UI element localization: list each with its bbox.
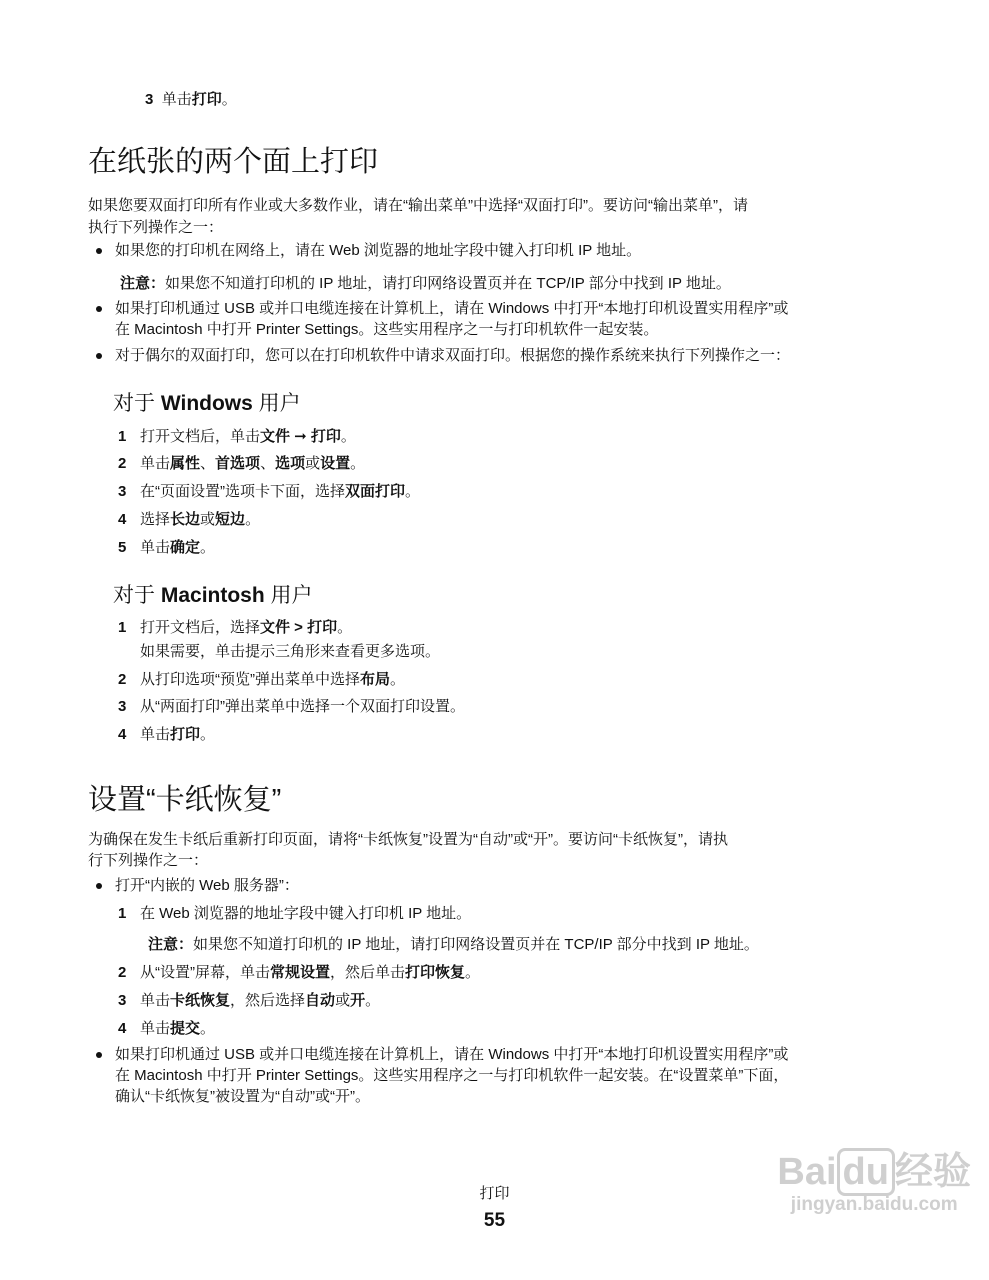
step-bold-term: 开 xyxy=(350,992,366,1009)
step-text: 。 xyxy=(245,511,261,528)
step-bold-term: 选项 xyxy=(275,455,306,472)
step-bold: 打印 xyxy=(191,91,222,108)
step-bold-term: 卡纸恢复 xyxy=(170,992,231,1009)
step-text: 选择 xyxy=(140,511,171,528)
note xyxy=(120,273,731,294)
step-text: 。 xyxy=(337,619,353,636)
numbered-step xyxy=(118,990,380,1011)
step-bold-term: 属性 xyxy=(170,455,201,472)
subheading-windows xyxy=(113,391,301,417)
step-text: 单击 xyxy=(161,91,192,108)
numbered-step xyxy=(118,724,215,745)
step-number: 1 xyxy=(118,905,127,922)
step-text: 。 xyxy=(390,671,406,688)
step-number: 1 xyxy=(118,619,127,636)
subheading-macintosh xyxy=(113,583,313,609)
step-text: 、 xyxy=(200,455,216,472)
bullet-icon xyxy=(96,1052,102,1058)
bullet-icon xyxy=(96,248,102,254)
numbered-step xyxy=(118,696,465,717)
step-number: 2 xyxy=(118,964,127,981)
subheading-text: 对于 xyxy=(113,584,161,607)
step-text: 从打印选项“预览”弹出菜单中选择 xyxy=(140,671,360,688)
page-number: 55 xyxy=(483,1210,506,1231)
step-print xyxy=(145,89,237,110)
intro-line: 如果您要双面打印所有作业或大多数作业，请在“输出菜单”中选择“双面打印”。要访问“输出菜单”，请 xyxy=(88,197,748,214)
step-text: 单击 xyxy=(140,455,171,472)
step-text: 。 xyxy=(365,992,381,1009)
step-text: 从“两面打印”弹出菜单中选择一个双面打印设置。 xyxy=(140,698,465,715)
watermark-url: jingyan.baidu.com xyxy=(790,1194,958,1215)
note-text: 如果您不知道打印机的 IP 地址，请打印网络设置页并在 TCP/IP 部分中找到 IP 地址。 xyxy=(165,275,731,292)
note-text: 如果您不知道打印机的 IP 地址，请打印网络设置页并在 TCP/IP 部分中找到 IP 地址。 xyxy=(193,936,759,953)
numbered-step xyxy=(118,1018,215,1039)
step-text: 。 xyxy=(340,428,356,445)
step-bold-term: 自动 xyxy=(305,992,336,1009)
step-bold-term: 打印 xyxy=(170,726,201,743)
bullet-icon xyxy=(96,353,102,359)
subheading-text: 用户 xyxy=(252,392,301,415)
step-text: 从“设置”屏幕，单击 xyxy=(140,964,270,981)
numbered-step xyxy=(118,481,420,502)
numbered-step xyxy=(118,453,365,474)
step-bold-term: 确定 xyxy=(170,539,201,556)
numbered-step xyxy=(118,426,356,447)
note-label: 注意： xyxy=(148,936,194,953)
footer-section: 打印 xyxy=(479,1185,510,1202)
step-text: 或 xyxy=(335,992,351,1009)
numbered-step xyxy=(118,537,215,558)
step-bold-term: 设置 xyxy=(320,455,351,472)
subheading-text: 用户 xyxy=(264,584,313,607)
step-number: 2 xyxy=(118,455,127,472)
bullet-text: 对于偶尔的双面打印，您可以在打印机软件中请求双面打印。根据您的操作系统来执行下列操作之一： xyxy=(115,347,791,364)
step-text: 。 xyxy=(200,1020,216,1037)
section-title-jam-recovery: 设置“卡纸恢复” xyxy=(88,784,282,816)
step-number: 3 xyxy=(118,483,127,500)
numbered-step xyxy=(118,617,352,638)
step-number: 4 xyxy=(118,511,127,528)
intro-line: 行下列操作之一： xyxy=(88,852,209,869)
step-bold-term: 短边 xyxy=(215,511,246,528)
intro-line: 执行下列操作之一： xyxy=(88,219,224,236)
baidu-watermark-logo: Bai du 经验 jingyan.baidu.com xyxy=(777,1150,971,1216)
bullet-icon xyxy=(96,883,102,889)
step-number: 4 xyxy=(118,726,127,743)
step-bold-term: 常规设置 xyxy=(270,964,331,981)
bullet-text: 如果打印机通过 USB 或并口电缆连接在计算机上，请在 Windows 中打开“本地打印机设置实用程序”或 xyxy=(115,1046,789,1063)
step-text: 。 xyxy=(200,539,216,556)
step-text: 。 xyxy=(405,483,421,500)
numbered-step xyxy=(118,669,405,690)
step-text: 。 xyxy=(200,726,216,743)
step-text: 。 xyxy=(350,455,366,472)
section-title-duplex: 在纸张的两个面上打印 xyxy=(88,146,379,178)
step-number: 3 xyxy=(118,992,127,1009)
step-bold-term: 打印恢复 xyxy=(405,964,466,981)
bullet-text: 如果您的打印机在网络上，请在 Web 浏览器的地址字段中键入打印机 IP 地址。 xyxy=(115,242,642,259)
numbered-step xyxy=(118,509,260,530)
step-text: ，然后选择 xyxy=(230,992,306,1009)
step-number: 5 xyxy=(118,539,127,556)
step-number: 2 xyxy=(118,671,127,688)
step-text: 打开文档后，单击 xyxy=(140,428,261,445)
numbered-step xyxy=(118,903,471,924)
step-text: ，然后单击 xyxy=(330,964,406,981)
note-label: 注意： xyxy=(120,275,166,292)
step-text: 在“页面设置”选项卡下面，选择 xyxy=(140,483,345,500)
bullet-text: 在 Macintosh 中打开 Printer Settings。这些实用程序之一与打印机软件一起安装。 xyxy=(115,321,659,338)
step-text: 单击 xyxy=(140,726,171,743)
step-text: 单击 xyxy=(140,992,171,1009)
step-number: 3 xyxy=(118,698,127,715)
subheading-bold: Macintosh xyxy=(160,584,265,607)
bullet-text: 确认“卡纸恢复”被设置为“自动”或“开”。 xyxy=(115,1088,370,1105)
step-text: 单击 xyxy=(140,1020,171,1037)
step-bold-term: 文件 ➞ 打印 xyxy=(260,428,341,445)
subheading-bold: Windows xyxy=(160,392,253,415)
step-text: 、 xyxy=(260,455,276,472)
step-bold-term: 长边 xyxy=(170,511,201,528)
bullet-text: 在 Macintosh 中打开 Printer Settings。这些实用程序之一与打印机软件一起安装。在“设置菜单”下面， xyxy=(115,1067,789,1084)
step-text: 或 xyxy=(305,455,321,472)
bullet-text: 打开“内嵌的 Web 服务器”： xyxy=(115,877,299,894)
step-number: 4 xyxy=(118,1020,127,1037)
step-text: 。 xyxy=(221,91,237,108)
step-subtext: 如果需要，单击提示三角形来查看更多选项。 xyxy=(140,643,441,660)
step-bold-term: 提交 xyxy=(170,1020,201,1037)
bullet-text: 如果打印机通过 USB 或并口电缆连接在计算机上，请在 Windows 中打开“本地打印机设置实用程序”或 xyxy=(115,300,789,317)
step-number: 1 xyxy=(118,428,127,445)
subheading-text: 对于 xyxy=(113,392,161,415)
step-bold-term: 布局 xyxy=(360,671,391,688)
step-text: 或 xyxy=(200,511,216,528)
step-bold-term: 文件 > 打印 xyxy=(260,619,338,636)
numbered-step xyxy=(118,962,480,983)
step-bold-term: 双面打印 xyxy=(345,483,406,500)
step-bold-term: 首选项 xyxy=(215,455,261,472)
step-number: 3 xyxy=(145,91,154,108)
step-text: 。 xyxy=(465,964,481,981)
step-text: 打开文档后，选择 xyxy=(140,619,261,636)
note xyxy=(148,934,759,955)
bullet-icon xyxy=(96,306,102,312)
step-text: 单击 xyxy=(140,539,171,556)
intro-line: 为确保在发生卡纸后重新打印页面，请将“卡纸恢复”设置为“自动”或“开”。要访问“卡纸恢复”，请执 xyxy=(88,831,728,848)
step-text: 在 Web 浏览器的地址字段中键入打印机 IP 地址。 xyxy=(140,905,472,922)
